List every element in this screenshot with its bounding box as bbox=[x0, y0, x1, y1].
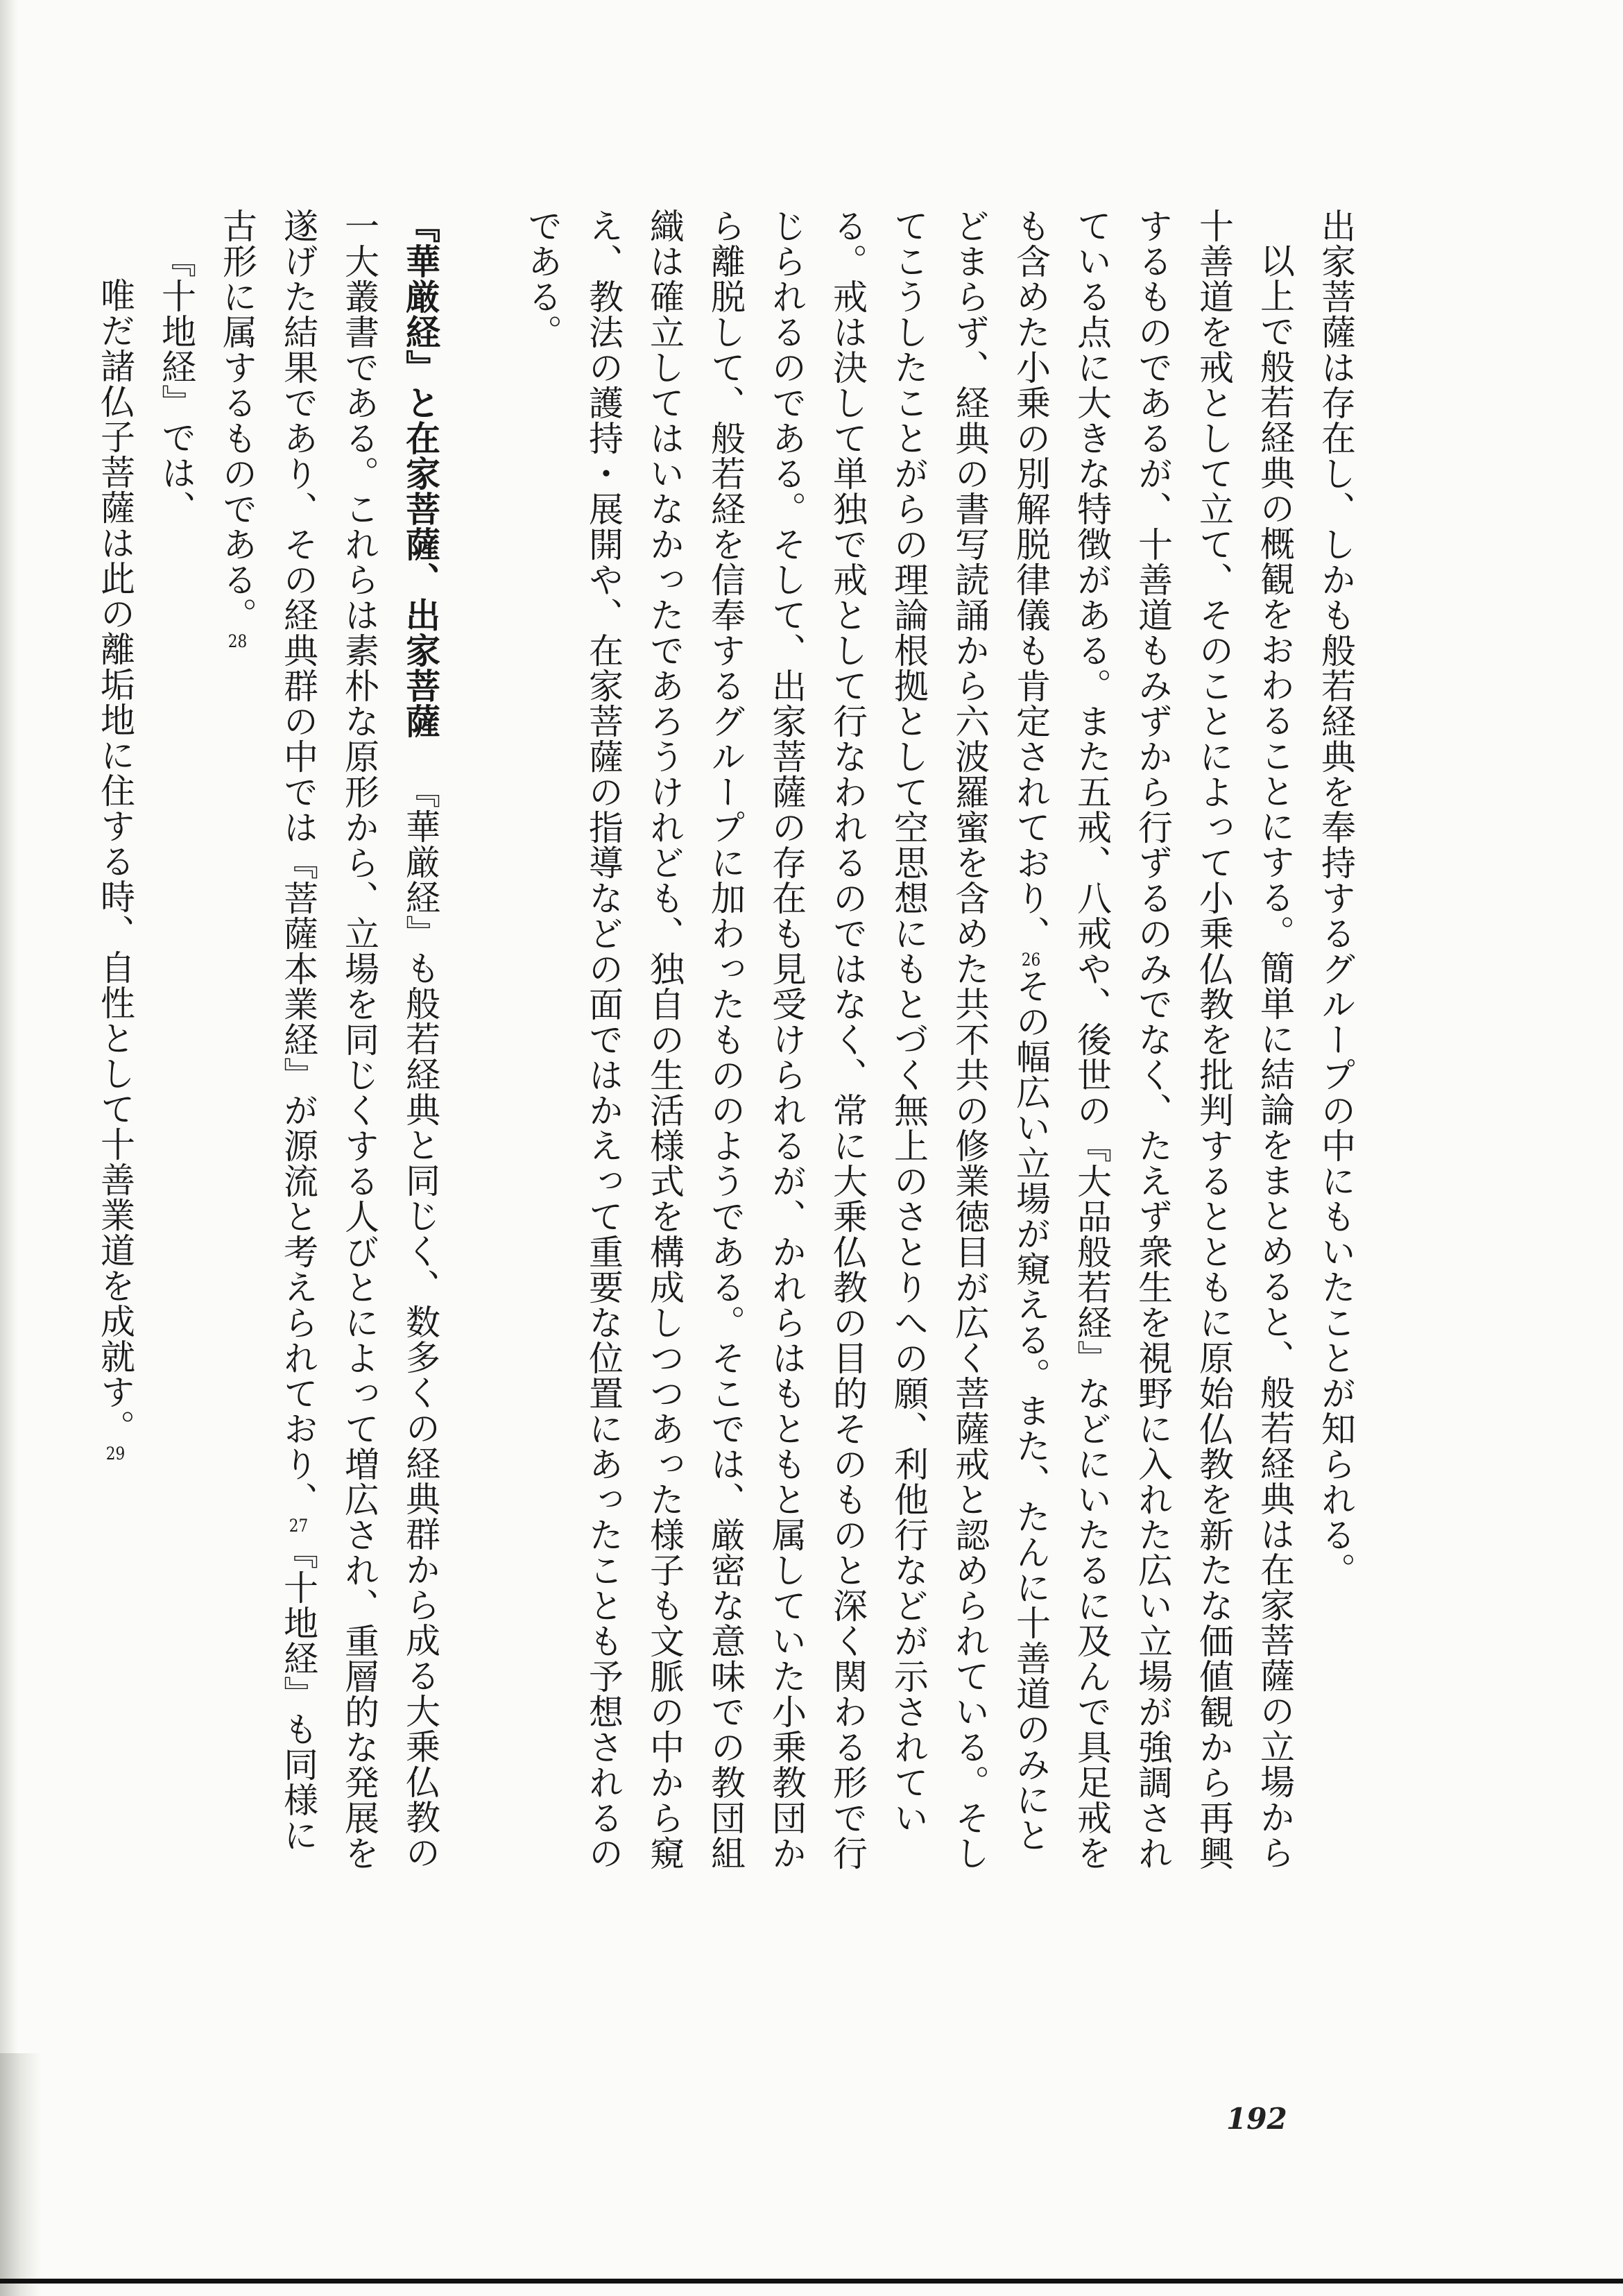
vertical-text-block bbox=[95, 208, 1366, 1873]
paragraph-jujikyo-intro: 『十地経』では、 bbox=[156, 243, 196, 526]
footnote-marker-29: 29 bbox=[105, 1445, 126, 1462]
scan-edge-shadow bbox=[0, 0, 18, 2296]
scan-edge-shadow-bottom bbox=[0, 2053, 42, 2296]
quotation bbox=[85, 208, 146, 1873]
footnote-marker-26: 26 bbox=[1021, 951, 1041, 968]
section-heading: 『華厳経』と在家菩薩、出家菩薩 bbox=[400, 208, 441, 739]
summary-text-part2: その幅広い立場が窺える。また、たんに十善道のみにとどまらず、経典の書写読誦から六波羅蜜を含めた共不共の修業徳目が広く菩薩戒と認められている。そしてこうしたことがらの理論根拠として空思想にもとづく無上のさとりへの願、利他行などが示されている。戒は決して単独で戒として行なわれるのではなく、常に大乗仏教の目的そのものと深く関わる形で行じられるのである。そして、出家菩薩の存在も見受けられるが、かれらはもともと属していた小乗教団から離脱して、般若経を信奉するグループに加わったもののようである。そこでは、厳密な意味での教団組織は確立してはいなかったであろうけれども、独自の生活様式を構成しつつあった様子も文脈の中から窺え、教法の護持・展開や、在家菩薩の指導などの面ではかえって重要な位置にあったことも予想されるのである。 bbox=[522, 208, 1051, 1871]
paragraph-summary bbox=[512, 208, 1305, 1873]
page-number: 192 bbox=[1226, 2102, 1287, 2136]
paragraph-intro: 出家菩薩は存在し、しかも般若経典を奉持するグループの中にもいたことが知られる。 bbox=[1316, 208, 1356, 1588]
footnote-marker-27: 27 bbox=[289, 1517, 309, 1534]
footnote-marker-28: 28 bbox=[227, 633, 248, 650]
scan-bottom-edge bbox=[0, 2279, 1623, 2284]
kegon-text-part2: 『十地経』も同様に古形に属するものである。 bbox=[217, 208, 318, 1853]
paragraph-kegon bbox=[207, 208, 451, 1873]
kegon-text-part1: 『華厳経』も般若経典と同じく、数多くの経典群から成る大乗仏教の一大叢書である。これらは素朴な原形から、立場を同じくする人びとによって増広され、重層的な発展を遂げた結果であり、その経典群の中では『菩薩本業経』が源流と考えられており、 bbox=[278, 208, 440, 1871]
summary-text-part1: 以上で般若経典の概観をおわることにする。簡単に結論をまとめると、般若経典は在家菩薩の立場から十善道を戒として立て、そのことによって小乗仏教を批判するとともに原始仏教を新たな価値観から再興するものであるが、十善道もみずから行ずるのみでなく、たえず衆生を視野に入れた広い立場が強調されている点に大きな特徴がある。また五戒、八戒や、後世の『大品般若経』などにいたるに及んで具足戒をも含めた小乗の別解脱律儀も肯定されており、 bbox=[1011, 208, 1295, 1871]
quotation-text: 唯だ諸仏子菩薩は此の離垢地に住する時、自性として十善業道を成就す。 bbox=[95, 277, 135, 1445]
